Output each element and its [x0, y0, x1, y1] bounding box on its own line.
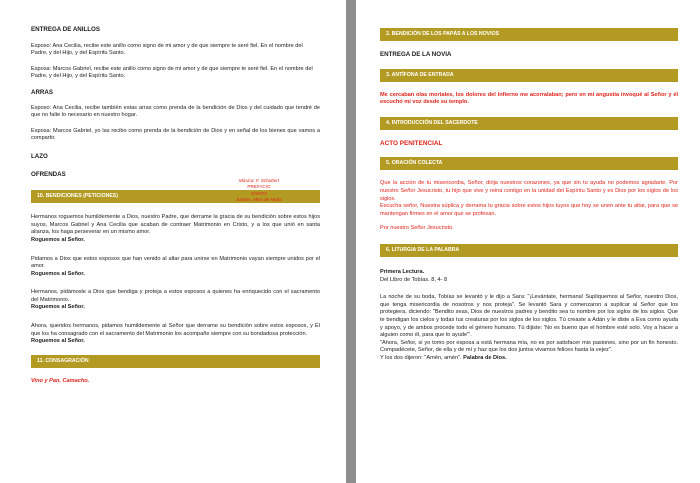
ofrendas-heading: OFRENDAS [31, 170, 66, 178]
arras-esposo-text: Esposo: Ana Cecilia, recibe también estas arras como prenda de la bendición de Dios y del cuidado que tendré de que no falte lo necesario en nuestro hogar. [31, 104, 320, 119]
section-bar-antifona: 3. ANTÍFONA DE ENTRADA [380, 69, 678, 82]
entrega-anillos-heading: ENTREGA DE ANILLOS [31, 26, 100, 33]
lectura-closing [380, 355, 678, 363]
music-credit-line: PREFACIO [247, 184, 271, 190]
music-credit-line: SANTO [251, 190, 267, 196]
roguemos-3: Roguemos al Señor. [31, 304, 85, 311]
consagracion-song: Vino y Pan, Camacho. [31, 377, 90, 384]
section-bar-liturgia: 6. LITURGIA DE LA PALABRA [380, 244, 678, 257]
arras-heading: ARRAS [31, 88, 54, 96]
peticion-3-text: Hermanos, pidámosle a Dios que bendiga y proteja a estos esposos a quienes ha enriquecido con el sacramento del Matrimonio. [31, 289, 320, 303]
entrega-novia-heading: ENTREGA DE LA NOVIA [380, 51, 452, 58]
anillo-esposa-text: Esposa: Marcos Gabriel, recibe este anillo como signo de mi amor y de que siempre te seré fiel. En el nombre del Padre, y del Hijo, y del Espíritu Santo. [31, 65, 313, 80]
section-bar-bendiciones: 10. BENDICIONES (PETICIONES) [31, 190, 320, 203]
oracion-text-3: Por nuestro Señor Jesucristo. [380, 225, 454, 232]
peticion-4-text: Ahora, queridos hermanos, pidamos humildemente al Señor que derrame su bendición sobre estos esposos, y Él que los ha consagrado con el sacramento del Matrimonio los acompañe siempre con su bondadosa protección. [31, 323, 320, 337]
lectura-paragraph-3: Y los dos dijeron: "Amén, amén". [380, 354, 462, 361]
peticion-1-text: Hermanos roguemos humildemente a Dios, nuestro Padre, que derrame la gracia de su bendición sobre estos hijos suyos, Marcos Gabriel y Ana Cecilia que acaban de contraer Matrimonio en Cristo, y a los que unió en santa alianza, los haga perseverar en un mismo amor. [31, 214, 320, 236]
lectura-paragraph-1: La noche de su boda, Tobías se levantó y le dijo a Sara: "¡Levántate, hermana! Supliquemos al Señor, nuestro Dios, que tenga misericordia de nosotros y nos proteja". Se levantó Sara y comenzaron a suplicar al Señor que los protegiera, diciendo: "Bendito seas, Dios de nuestros padres y bendito sea tu nombre por los siglos de los siglos. Que te bendigan los cielos y todas tus creaturas por los siglos de los siglos. Tú creaste a Adán y le diste a Eva como ayuda y apoyo, y de ambos procede todo el género humano. Tú dijiste: 'No es bueno que el hombre esté solo. Voy a hacer a alguien como él, para que lo ayude'". [380, 294, 678, 339]
palabra-de-dios: Palabra de Dios. [463, 354, 507, 361]
acto-penitencial-heading: ACTO PENITENCIAL [380, 139, 443, 147]
libro-tobias-label: Del Libro de Tobías. 8, 4- 8 [380, 276, 448, 283]
peticion-2-text: Pidamos a Dios que estos esposos que han venido al altar para unirse en Matrimonio vayan siempre unidos por el amor. [31, 255, 320, 270]
music-credit-line: Santos, Misa de Mejía [236, 196, 282, 202]
lazo-heading: LAZO [31, 152, 48, 160]
lectura-paragraph-2: "Ahora, Señor, si yo tomo por esposa a está hermana mía, no es por satisfacer mis pasiones, sino por un fin honesto. Compadécete, Señor, de ella y de mí y haz que los dos juntos vivamos felices hasta la vejez". [380, 339, 678, 354]
roguemos-2: Roguemos al Señor. [31, 270, 85, 277]
roguemos-1: Roguemos al Señor. [31, 236, 85, 243]
antifona-text: Me cercaban olas mortales, los dolores del infierno me acorralaban; pero en mi angustia invoqué al Señor y él escuchó mi voz desde su templo. [380, 91, 678, 106]
section-bar-introduccion: 4. INTRODUCCIÓN DEL SACERDOTE [380, 117, 678, 130]
primera-lectura-label: Primera Lectura. [380, 268, 425, 275]
music-credit [214, 178, 304, 203]
roguemos-4: Roguemos al Señor. [31, 338, 85, 345]
oracion-text-2: Escucha señor, Nuestra súplica y derrama tu gracia sobre estos hijos tuyos que hoy se unen ante tu altar, para que se mantengan firmes en el amor que se profesan. [380, 203, 678, 217]
left-page [0, 0, 346, 483]
arras-esposa-text: Esposa: Marcos Gabriel, yo las recibo como prenda de la bendición de Dios y en señal de los bienes que vamos a compartir. [31, 127, 320, 142]
section-bar-bendicion-papas: 2. BENDICIÓN DE LOS PAPÁS A LOS NOVIOS [380, 28, 678, 41]
anillo-esposo-text: Esposo: Ana Cecilia, recibe este anillo como signo de mi amor y de que siempre te seré fiel. En el nombre del Padre, y del Hijo, y del Espíritu Santo. [31, 42, 303, 57]
right-page [356, 0, 700, 483]
music-credit-line: Música: F. Schubert [238, 178, 280, 183]
section-bar-oracion-colecta: 5. ORACIÓN COLECTA [380, 157, 678, 170]
section-bar-consagracion: 11. CONSAGRACIÓN [31, 355, 320, 368]
oracion-text-1: Que la acción de tu misericordia, Señor, dirija nuestros corazones, ya que sin tu ayuda no podemos agradarte. Por nuestro Señor Jesucristo, tu hijo que vive y reina contigo en la unidad del Espíritu Santo y es Dios por los siglos de los siglos. [380, 180, 678, 202]
